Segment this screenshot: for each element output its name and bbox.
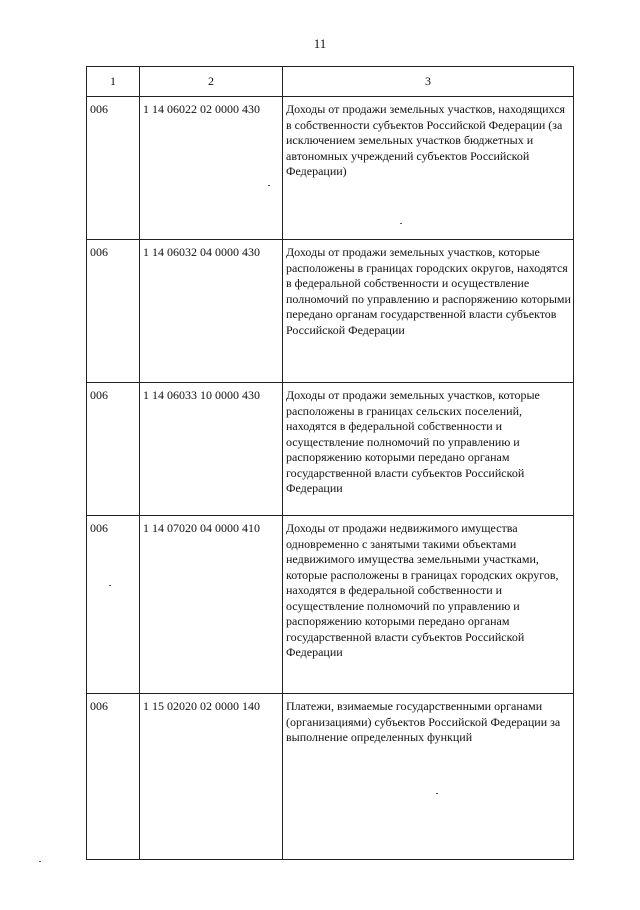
table-row <box>87 97 574 240</box>
revenue-codes-table <box>86 66 574 860</box>
admin-code-cell: 006 <box>87 516 140 694</box>
budget-code-cell: 1 14 06022 02 0000 430 <box>140 97 283 240</box>
table-header-row <box>87 67 574 97</box>
admin-code-cell: 006 <box>87 240 140 383</box>
description-cell: Доходы от продажи земельных участков, которые расположены в границах сельских поселений, находятся в федеральной собственности и осуществление полномочий по управлению и распоряжению которыми передано органам государственной власти субъектов Российской Федерации <box>283 383 574 516</box>
description-cell: Доходы от продажи недвижимого имущества одновременно с занятыми такими объектами недвижимого имущества земельными участками, которые расположены в границах городских округов, находятся в федеральной собственности и осуществление полномочий по управлению и распоряжению которыми передано органам государственной власти субъектов Российской Федерации <box>283 516 574 694</box>
page-number: 11 <box>313 36 327 51</box>
table-row <box>87 694 574 860</box>
admin-code-cell: 006 <box>87 97 140 240</box>
column-header-2: 2 <box>140 67 283 97</box>
table-row <box>87 383 574 516</box>
column-header-1: 1 <box>87 67 140 97</box>
budget-code-cell: 1 14 06032 04 0000 430 <box>140 240 283 383</box>
description-cell: Доходы от продажи земельных участков, которые расположены в границах городских округов, находятся в федеральной собственности и осуществление полномочий по управлению и распоряжению которыми передано органам государственной власти субъектов Российской Федерации <box>283 240 574 383</box>
budget-code-cell: 1 14 06033 10 0000 430 <box>140 383 283 516</box>
description-cell: Платежи, взимаемые государственными органами (организациями) субъектов Российской Федерации за выполнение определенных функций <box>283 694 574 860</box>
admin-code-cell: 006 <box>87 383 140 516</box>
column-header-3: 3 <box>283 67 574 97</box>
table-row <box>87 240 574 383</box>
scan-speck <box>109 585 111 586</box>
budget-code-cell: 1 15 02020 02 0000 140 <box>140 694 283 860</box>
scan-speck <box>400 223 402 224</box>
scan-speck <box>39 861 41 862</box>
scan-speck <box>268 185 270 186</box>
table-row <box>87 516 574 694</box>
admin-code-cell: 006 <box>87 694 140 860</box>
budget-code-cell: 1 14 07020 04 0000 410 <box>140 516 283 694</box>
scan-speck <box>436 793 438 794</box>
description-cell: Доходы от продажи земельных участков, находящихся в собственности субъектов Российской Федерации (за исключением земельных участков бюджетных и автономных учреждений субъектов Российской Федерации) <box>283 97 574 240</box>
